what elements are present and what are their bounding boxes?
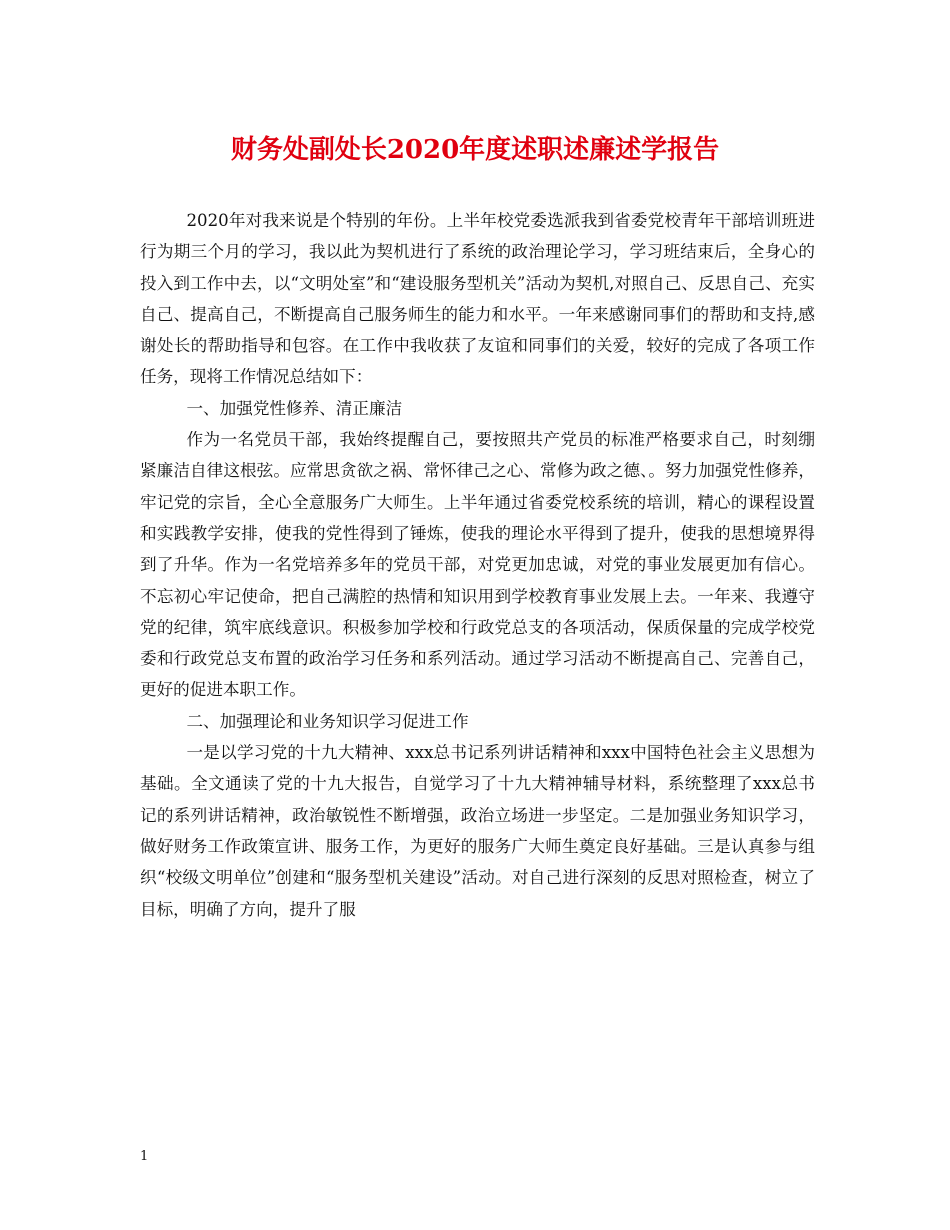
paragraph-section-2: 一是以学习党的十九大精神、xxx总书记系列讲话精神和xxx中国特色社会主义思想为基础。全文通读了党的十九大报告，自觉学习了十九大精神辅导材料，系统整理了xxx总书记的系列讲话精神，政治敏锐性不断增强，政治立场进一步坚定。二是加强业务知识学习，做好财务工作政策宣讲、服务工作，为更好的服务广大师生奠定良好基础。三是认真参与组织“校级文明单位”创建和“服务型机关建设”活动。对自己进行深刻的反思对照检查，树立了目标，明确了方向，提升了服 bbox=[140, 743, 815, 919]
page-number: 1 bbox=[140, 1149, 149, 1164]
section-heading-1: 一、加强党性修养、清正廉洁 bbox=[186, 398, 403, 418]
document-title: 财务处副处长2020年度述职述廉述学报告 bbox=[230, 135, 720, 165]
document-body bbox=[140, 205, 815, 925]
section-heading-2: 二、加强理论和业务知识学习促进工作 bbox=[186, 711, 469, 731]
paragraph-section-1: 作为一名党员干部，我始终提醒自己，要按照共产党员的标准严格要求自己，时刻绷紧廉洁自律这根弦。应常思贪欲之祸、常怀律己之心、常修为政之德、。努力加强党性修养，牢记党的宗旨，全心全意服务广大师生。上半年通过省委党校系统的培训，精心的课程设置和实践教学安排，使我的党性得到了锤炼，使我的理论水平得到了提升，使我的思想境界得到了升华。作为一名党培养多年的党员干部，对党更加忠诚，对党的事业发展更加有信心。不忘初心牢记使命，把自己满腔的热情和知识用到学校教育事业发展上去。一年来、我遵守党的纪律，筑牢底线意识。积极参加学校和行政党总支的各项活动，保质保量的完成学校党委和行政党总支布置的政治学习任务和系列活动。通过学习活动不断提高自己、完善自己，更好的促进本职工作。 bbox=[140, 430, 815, 700]
paragraph-intro: 2020年对我来说是个特别的年份。上半年校党委选派我到省委党校青年干部培训班进行为期三个月的学习，我以此为契机进行了系统的政治理论学习，学习班结束后，全身心的投入到工作中去，以“文明处室”和“建设服务型机关”活动为契机,对照自己、反思自己、充实自己、提高自己，不断提高自己服务师生的能力和水平。一年来感谢同事们的帮助和支持,感谢处长的帮助指导和包容。在工作中我收获了友谊和同事们的关爱，较好的完成了各项工作任务，现将工作情况总结如下： bbox=[140, 211, 815, 387]
